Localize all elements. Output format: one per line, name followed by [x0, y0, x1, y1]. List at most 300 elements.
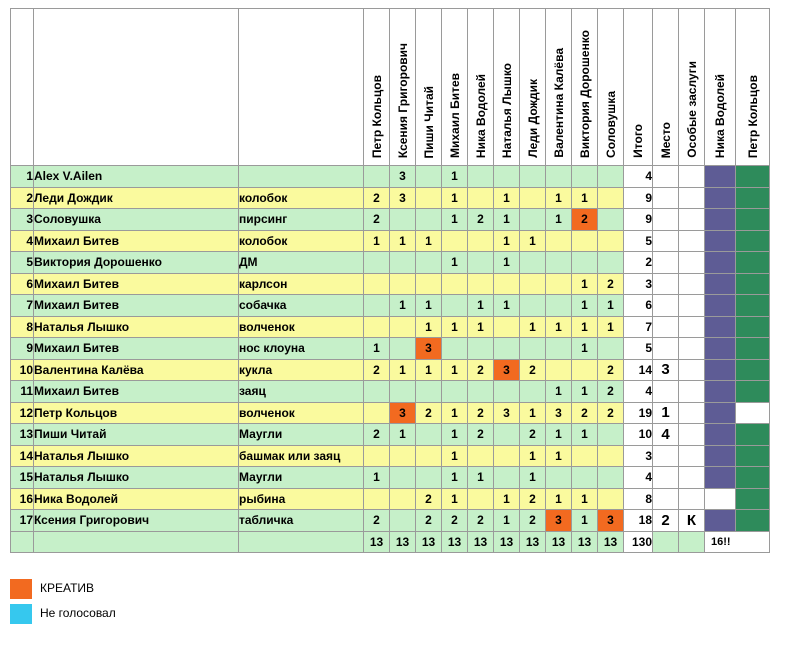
work-title: табличка	[239, 510, 364, 532]
vote-cell	[416, 273, 442, 295]
participant-name: Соловушка	[34, 209, 239, 231]
vote-cell	[390, 316, 416, 338]
pk-cell	[736, 445, 770, 467]
row-number: 4	[11, 230, 34, 252]
vote-cell: 2	[364, 187, 390, 209]
vote-cell: 2	[572, 402, 598, 424]
vote-cell	[390, 381, 416, 403]
vote-cell	[546, 166, 572, 188]
vote-cell	[390, 488, 416, 510]
vote-cell	[546, 273, 572, 295]
vote-cell: 2	[416, 402, 442, 424]
vote-cell	[520, 295, 546, 317]
vote-cell	[468, 338, 494, 360]
total-cell: 7	[624, 316, 653, 338]
work-title: колобок	[239, 187, 364, 209]
total-cell: 3	[624, 273, 653, 295]
merit-cell	[679, 338, 705, 360]
participant-name: Михаил Битев	[34, 230, 239, 252]
vote-cell	[364, 402, 390, 424]
participant-name: Михаил Битев	[34, 295, 239, 317]
nv-cell	[705, 166, 736, 188]
total-cell: 9	[624, 187, 653, 209]
vote-cell: 1	[416, 230, 442, 252]
nv-cell	[705, 209, 736, 231]
participant-name: Виктория Дорошенко	[34, 252, 239, 274]
place-cell: 1	[653, 402, 679, 424]
vote-cell: 2	[598, 381, 624, 403]
vote-cell: 3	[390, 402, 416, 424]
vote-cell: 1	[390, 359, 416, 381]
table-row	[11, 510, 770, 532]
row-number: 3	[11, 209, 34, 231]
vote-cell: 2	[468, 510, 494, 532]
sum-cell: 13	[442, 531, 468, 553]
nv-cell	[705, 273, 736, 295]
vote-cell: 1	[390, 424, 416, 446]
row-number: 6	[11, 273, 34, 295]
col-header: Соловушка	[598, 9, 624, 166]
vote-cell	[416, 209, 442, 231]
vote-cell	[364, 166, 390, 188]
vote-cell	[546, 359, 572, 381]
vote-cell: 3	[390, 187, 416, 209]
merit-cell	[679, 445, 705, 467]
vote-cell	[598, 467, 624, 489]
pk-cell	[736, 338, 770, 360]
sum-cell: 13	[468, 531, 494, 553]
nv-cell	[705, 359, 736, 381]
vote-cell	[546, 338, 572, 360]
nv-header: Ника Водолей	[705, 9, 736, 166]
vote-cell	[364, 295, 390, 317]
merit-cell	[679, 402, 705, 424]
pk-cell	[736, 252, 770, 274]
vote-cell	[572, 252, 598, 274]
work-title: нос клоуна	[239, 338, 364, 360]
row-number: 1	[11, 166, 34, 188]
place-cell	[653, 166, 679, 188]
place-cell: 4	[653, 424, 679, 446]
total-cell: 18	[624, 510, 653, 532]
work-title: башмак или заяц	[239, 445, 364, 467]
vote-cell	[572, 166, 598, 188]
vote-cell	[468, 488, 494, 510]
sum-blank	[11, 531, 34, 553]
vote-cell: 1	[598, 316, 624, 338]
vote-cell	[416, 166, 442, 188]
nv-cell	[705, 252, 736, 274]
merit-cell	[679, 166, 705, 188]
vote-cell	[390, 273, 416, 295]
vote-cell: 2	[598, 273, 624, 295]
row-number: 11	[11, 381, 34, 403]
legend-label: КРЕАТИВ	[40, 581, 95, 595]
participant-name: Петр Кольцов	[34, 402, 239, 424]
vote-cell	[598, 445, 624, 467]
vote-cell	[546, 467, 572, 489]
vote-cell	[546, 252, 572, 274]
nv-cell	[705, 424, 736, 446]
place-cell	[653, 187, 679, 209]
vote-cell: 2	[468, 359, 494, 381]
merit-cell	[679, 230, 705, 252]
vote-cell: 1	[364, 467, 390, 489]
merit-cell	[679, 424, 705, 446]
vote-cell: 1	[572, 316, 598, 338]
vote-cell	[598, 488, 624, 510]
pk-cell	[736, 402, 770, 424]
vote-cell: 2	[364, 510, 390, 532]
vote-cell: 3	[416, 338, 442, 360]
vote-cell	[468, 230, 494, 252]
table-row	[11, 488, 770, 510]
place-cell	[653, 252, 679, 274]
row-number: 9	[11, 338, 34, 360]
vote-cell: 1	[442, 402, 468, 424]
total-cell: 8	[624, 488, 653, 510]
sum-blank	[679, 531, 705, 553]
pk-cell	[736, 424, 770, 446]
work-title: волченок	[239, 316, 364, 338]
work-title: собачка	[239, 295, 364, 317]
row-number: 17	[11, 510, 34, 532]
place-cell	[653, 273, 679, 295]
col-header: Ника Водолей	[468, 9, 494, 166]
sum-cell: 13	[390, 531, 416, 553]
place-cell	[653, 230, 679, 252]
sum-cell: 13	[364, 531, 390, 553]
work-title: ДМ	[239, 252, 364, 274]
row-number: 15	[11, 467, 34, 489]
work-title: волченок	[239, 402, 364, 424]
row-number: 14	[11, 445, 34, 467]
nv-cell	[705, 488, 736, 510]
vote-cell: 2	[520, 510, 546, 532]
vote-cell	[598, 166, 624, 188]
vote-cell: 3	[494, 402, 520, 424]
total-cell: 4	[624, 467, 653, 489]
vote-cell	[390, 209, 416, 231]
participant-name: Ника Водолей	[34, 488, 239, 510]
table-row	[11, 381, 770, 403]
vote-cell: 1	[572, 381, 598, 403]
sum-blank	[239, 531, 364, 553]
total-cell: 5	[624, 338, 653, 360]
table-row	[11, 187, 770, 209]
sum-cell: 13	[494, 531, 520, 553]
vote-cell	[442, 295, 468, 317]
pk-cell	[736, 295, 770, 317]
pk-cell	[736, 381, 770, 403]
vote-cell	[468, 273, 494, 295]
merit-cell	[679, 381, 705, 403]
participant-name: Михаил Битев	[34, 338, 239, 360]
vote-cell: 2	[416, 510, 442, 532]
vote-cell	[494, 166, 520, 188]
row-number: 16	[11, 488, 34, 510]
merit-cell	[679, 187, 705, 209]
place-cell	[653, 338, 679, 360]
row-number: 7	[11, 295, 34, 317]
vote-cell: 1	[442, 445, 468, 467]
merit-cell	[679, 209, 705, 231]
row-number: 5	[11, 252, 34, 274]
vote-cell	[468, 166, 494, 188]
work-title: Маугли	[239, 424, 364, 446]
sum-cell: 13	[572, 531, 598, 553]
vote-cell: 1	[572, 424, 598, 446]
not-voted-swatch	[10, 604, 32, 624]
vote-cell	[520, 209, 546, 231]
nv-cell	[705, 295, 736, 317]
table-row	[11, 359, 770, 381]
merit-cell	[679, 467, 705, 489]
vote-cell: 1	[520, 445, 546, 467]
vote-cell	[572, 467, 598, 489]
vote-cell: 2	[468, 402, 494, 424]
participant-name: Ксения Григорович	[34, 510, 239, 532]
vote-cell: 1	[572, 295, 598, 317]
pk-cell	[736, 166, 770, 188]
vote-cell: 1	[442, 166, 468, 188]
vote-cell: 3	[546, 402, 572, 424]
vote-cell	[390, 445, 416, 467]
vote-cell	[416, 467, 442, 489]
sum-cell: 13	[598, 531, 624, 553]
work-title: заяц	[239, 381, 364, 403]
legend-label: Не голосовал	[40, 606, 116, 620]
col-header: Петр Кольцов	[364, 9, 390, 166]
participant-name: Наталья Лышко	[34, 445, 239, 467]
vote-cell: 1	[572, 510, 598, 532]
vote-cell	[416, 187, 442, 209]
table-row	[11, 445, 770, 467]
place-cell: 3	[653, 359, 679, 381]
participant-name: Alex V.Ailen	[34, 166, 239, 188]
vote-cell	[416, 445, 442, 467]
vote-cell	[520, 273, 546, 295]
merit-cell	[679, 359, 705, 381]
vote-cell: 1	[546, 445, 572, 467]
nv-cell	[705, 467, 736, 489]
header-row	[11, 9, 770, 166]
col-header: Валентина Калёва	[546, 9, 572, 166]
vote-cell	[598, 187, 624, 209]
pk-cell	[736, 488, 770, 510]
vote-cell: 1	[364, 230, 390, 252]
nv-cell	[705, 402, 736, 424]
total-cell: 4	[624, 381, 653, 403]
vote-cell: 1	[494, 209, 520, 231]
vote-cell	[494, 273, 520, 295]
participant-name: Михаил Битев	[34, 273, 239, 295]
vote-cell	[598, 252, 624, 274]
total-cell: 5	[624, 230, 653, 252]
vote-cell: 1	[442, 252, 468, 274]
vote-cell	[468, 252, 494, 274]
vote-cell: 3	[390, 166, 416, 188]
vote-cell	[520, 381, 546, 403]
row-number: 13	[11, 424, 34, 446]
sum-blank	[653, 531, 679, 553]
sum-row	[11, 531, 770, 553]
table-row	[11, 252, 770, 274]
pk-cell	[736, 359, 770, 381]
merit-cell	[679, 488, 705, 510]
voting-table	[10, 8, 770, 553]
col-header: Михаил Битев	[442, 9, 468, 166]
vote-cell	[364, 488, 390, 510]
nv-cell	[705, 381, 736, 403]
vote-cell	[442, 273, 468, 295]
work-title	[239, 166, 364, 188]
vote-cell: 2	[442, 510, 468, 532]
vote-cell: 2	[598, 402, 624, 424]
merit-cell	[679, 295, 705, 317]
vote-cell: 1	[468, 316, 494, 338]
vote-cell	[494, 381, 520, 403]
vote-cell: 2	[572, 209, 598, 231]
sum-total: 130	[624, 531, 653, 553]
vote-cell: 1	[468, 295, 494, 317]
vote-cell: 1	[442, 316, 468, 338]
nv-cell	[705, 338, 736, 360]
vote-cell	[468, 445, 494, 467]
vote-cell: 1	[494, 488, 520, 510]
row-number: 12	[11, 402, 34, 424]
col-header: Наталья Лышко	[494, 9, 520, 166]
vote-cell: 3	[494, 359, 520, 381]
vote-cell	[364, 316, 390, 338]
vote-cell: 1	[520, 230, 546, 252]
merit-cell	[679, 316, 705, 338]
vote-cell: 2	[520, 424, 546, 446]
place-cell	[653, 381, 679, 403]
nv-cell	[705, 230, 736, 252]
vote-cell	[520, 166, 546, 188]
nv-cell	[705, 187, 736, 209]
total-cell: 2	[624, 252, 653, 274]
vote-cell: 1	[494, 510, 520, 532]
vote-cell: 1	[390, 230, 416, 252]
sum-cell: 13	[416, 531, 442, 553]
nv-cell	[705, 445, 736, 467]
vote-cell	[416, 424, 442, 446]
vote-cell: 1	[390, 295, 416, 317]
pk-cell	[736, 209, 770, 231]
vote-cell: 1	[442, 488, 468, 510]
vote-cell	[598, 209, 624, 231]
work-title: пирсинг	[239, 209, 364, 231]
creative-swatch	[10, 579, 32, 599]
vote-cell: 2	[468, 209, 494, 231]
vote-cell: 2	[364, 359, 390, 381]
pk-cell	[736, 510, 770, 532]
vote-cell: 3	[598, 510, 624, 532]
vote-cell: 2	[520, 359, 546, 381]
vote-cell	[442, 338, 468, 360]
participant-name: Леди Дождик	[34, 187, 239, 209]
work-title: Маугли	[239, 467, 364, 489]
total-header: Итого	[624, 9, 653, 166]
total-cell: 19	[624, 402, 653, 424]
vote-cell	[390, 338, 416, 360]
table-row	[11, 467, 770, 489]
header-blank-name	[34, 9, 239, 166]
col-header: Леди Дождик	[520, 9, 546, 166]
vote-cell: 1	[494, 252, 520, 274]
total-cell: 6	[624, 295, 653, 317]
place-cell: 2	[653, 510, 679, 532]
vote-cell	[442, 381, 468, 403]
vote-cell	[572, 445, 598, 467]
pk-cell	[736, 316, 770, 338]
place-cell	[653, 316, 679, 338]
place-cell	[653, 467, 679, 489]
vote-cell: 1	[572, 187, 598, 209]
vote-cell: 1	[442, 424, 468, 446]
place-cell	[653, 445, 679, 467]
vote-cell	[494, 467, 520, 489]
row-number: 8	[11, 316, 34, 338]
merit-cell	[679, 273, 705, 295]
table-row	[11, 273, 770, 295]
vote-cell	[520, 338, 546, 360]
total-cell: 3	[624, 445, 653, 467]
vote-cell	[364, 445, 390, 467]
vote-cell	[520, 187, 546, 209]
col-header: Пиши Читай	[416, 9, 442, 166]
row-number: 2	[11, 187, 34, 209]
vote-cell: 2	[520, 488, 546, 510]
nv-cell	[705, 316, 736, 338]
col-header: Ксения Григорович	[390, 9, 416, 166]
place-header: Место	[653, 9, 679, 166]
vote-cell: 1	[442, 467, 468, 489]
vote-cell: 2	[364, 209, 390, 231]
work-title: карлсон	[239, 273, 364, 295]
vote-cell	[468, 187, 494, 209]
vote-cell	[390, 467, 416, 489]
table-row	[11, 166, 770, 188]
vote-cell	[364, 381, 390, 403]
work-title: колобок	[239, 230, 364, 252]
work-title: кукла	[239, 359, 364, 381]
nv-cell	[705, 510, 736, 532]
vote-cell: 2	[416, 488, 442, 510]
vote-cell	[390, 510, 416, 532]
table-row	[11, 295, 770, 317]
place-cell	[653, 209, 679, 231]
vote-cell: 1	[598, 295, 624, 317]
vote-cell	[598, 424, 624, 446]
vote-cell: 1	[546, 381, 572, 403]
vote-cell	[416, 381, 442, 403]
total-cell: 9	[624, 209, 653, 231]
vote-cell	[494, 445, 520, 467]
total-cell: 14	[624, 359, 653, 381]
work-title: рыбина	[239, 488, 364, 510]
vote-cell	[390, 252, 416, 274]
vote-cell	[494, 316, 520, 338]
vote-cell	[468, 381, 494, 403]
vote-cell	[546, 295, 572, 317]
vote-cell: 2	[364, 424, 390, 446]
merit-cell: К	[679, 510, 705, 532]
header-blank-item	[239, 9, 364, 166]
pk-cell	[736, 467, 770, 489]
